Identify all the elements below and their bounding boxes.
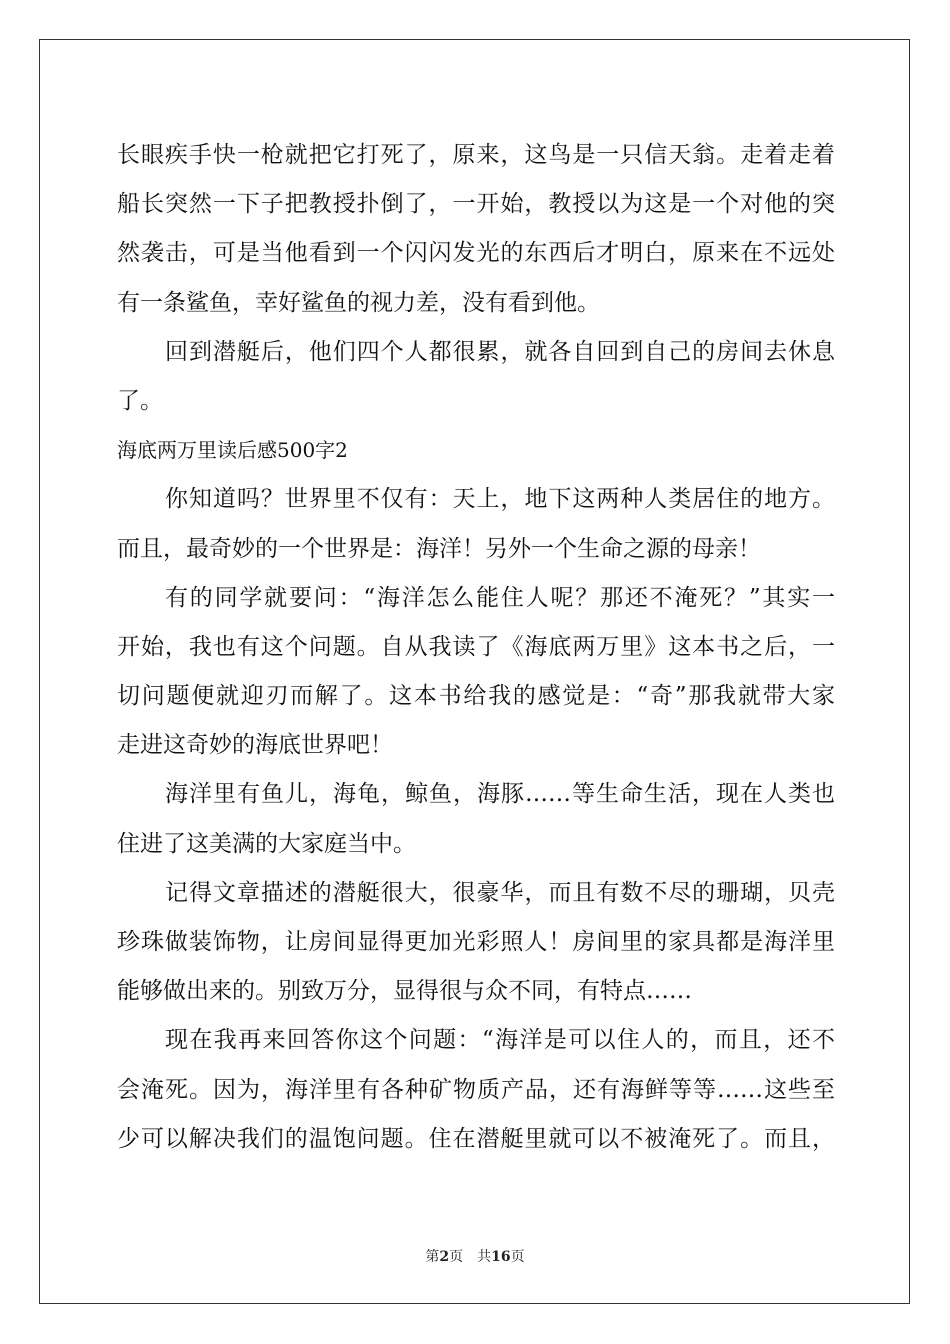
text-line: 珍珠做装饰物，让房间显得更加光彩照人！房间里的家具都是海洋里 [117,929,835,955]
total-suffix: 页 [510,1249,525,1265]
total-prefix: 共 [477,1249,492,1265]
text-line: 你知道吗？世界里不仅有：天上，地下这两种人类居住的地方。 [165,486,835,513]
text-line: 会淹死。因为，海洋里有各种矿物质产品，还有海鲜等等……这些至 [117,1076,835,1103]
text-line: 记得文章描述的潜艇很大，很豪华，而且有数不尽的珊瑚，贝壳 [165,879,835,906]
page-prefix: 第 [425,1249,440,1265]
page-footer [0,1246,950,1266]
text-line: 切问题便就迎刃而解了。这本书给我的感觉是：“奇”那我就带大家 [117,683,835,710]
text-line: 了。 [117,387,163,414]
text-line: 然袭击，可是当他看到一个闪闪发光的东西后才明白，原来在不远处 [117,240,835,267]
text-line: 有的同学就要问：“海洋怎么能住人呢？那还不淹死？”其实一 [165,584,835,611]
text-line: 现在我再来回答你这个问题：“海洋是可以住人的，而且，还不 [165,1027,835,1054]
total-pages: 16 [491,1249,511,1265]
text-line: 开始，我也有这个问题。自从我读了《海底两万里》这本书之后，一 [117,633,835,660]
text-line: 长眼疾手快一枪就把它打死了，原来，这鸟是一只信天翁。走着走着 [117,142,835,168]
text-line: 住进了这美满的大家庭当中。 [117,830,416,857]
text-line: 船长突然一下子把教授扑倒了，一开始，教授以为这是一个对他的突 [117,191,835,218]
text-line: 走进这奇妙的海底世界吧！ [117,732,393,759]
page-suffix: 页 [449,1249,464,1265]
page-number: 2 [439,1249,450,1265]
text-line: 少可以解决我们的温饱问题。住在潜艇里就可以不被淹死了。而且， [117,1125,835,1152]
text-line: 而且，最奇妙的一个世界是：海洋！另外一个生命之源的母亲！ [117,535,761,562]
text-line: 有一条鲨鱼，幸好鲨鱼的视力差，没有看到他。 [117,289,600,316]
text-line: 回到潜艇后，他们四个人都很累，就各自回到自己的房间去休息 [165,338,835,365]
text-line: 海洋里有鱼儿，海龟，鲸鱼，海豚……等生命生活，现在人类也 [165,781,835,808]
text-line: 能够做出来的。别致万分，显得很与众不同，有特点…… [117,978,692,1005]
document-body [117,131,835,1164]
section-heading: 海底两万里读后感500字2 [117,438,348,463]
